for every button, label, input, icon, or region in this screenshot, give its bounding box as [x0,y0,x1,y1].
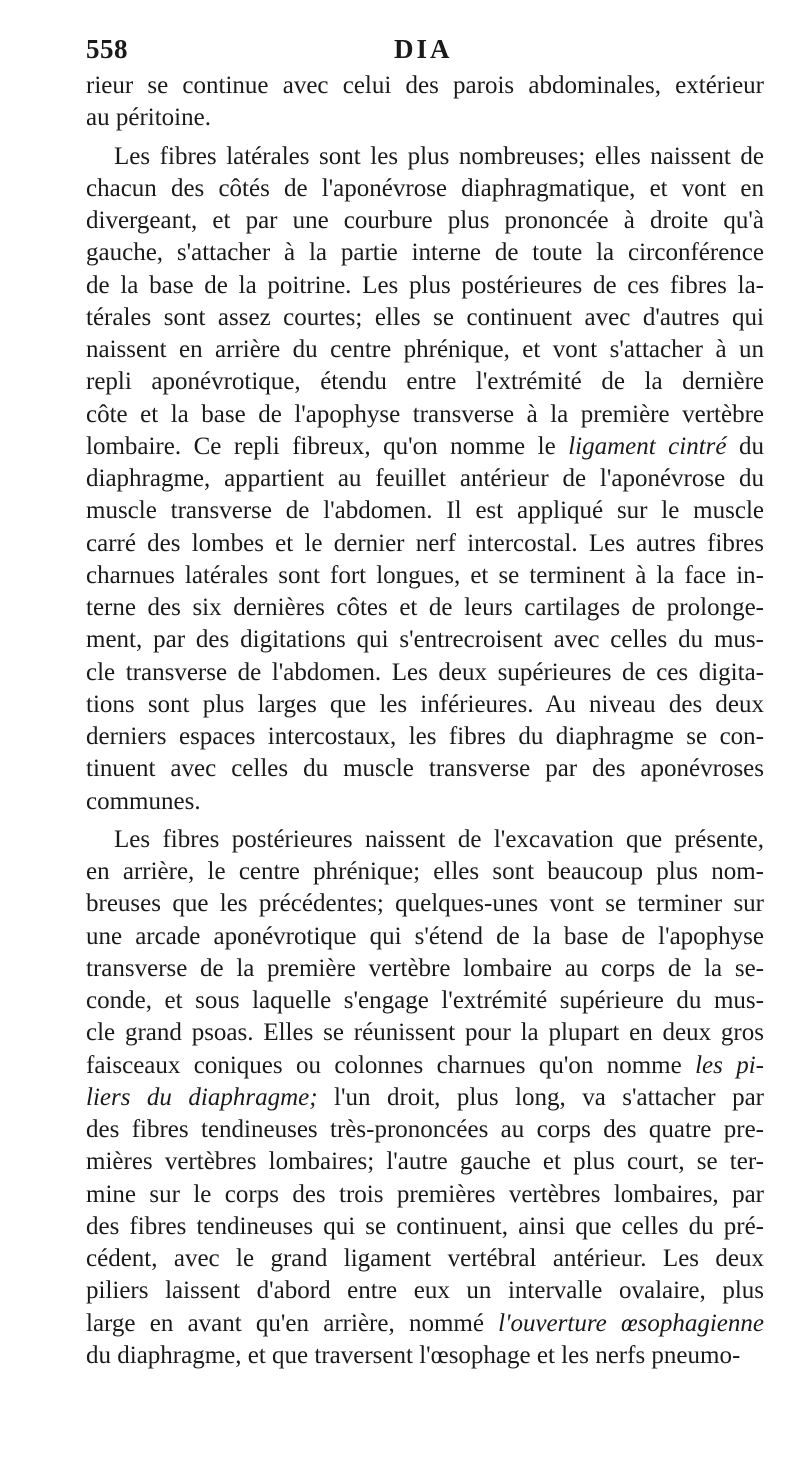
text-run: faisceaux coniques ou colonnes charnues qu'on nomme [86,1051,696,1079]
text-line: une arcade aponévrotique qui s'étend de la base de l'apophyse [86,922,764,950]
text-line: en arrière, le centre phrénique; elles sont beaucoup plus nom- [86,858,764,885]
text-line: diaphragme, appartient au feuillet antérieur de l'aponévrose du [86,465,764,492]
text-line: rieur se continue avec celui des parois abdominales, extérieur [86,72,764,99]
italic-term: ligament cintré [568,432,727,460]
text-line: breuses que les précédentes; quelques-unes vont se terminer sur [86,890,764,918]
italic-term: liers du diaphragme; [86,1083,318,1111]
text-line: Les fibres latérales sont les plus nombreuses; elles naissent de [114,142,764,170]
italic-term: les pi- [695,1051,764,1079]
text-line [86,1082,764,1114]
text-line: conde, et sous laquelle s'engage l'extrémité supérieure du mus- [86,987,764,1014]
text-line: divergeant, et par une courbure plus prononcée à droite qu'à [86,207,764,234]
text-line: Les fibres postérieures naissent de l'excavation que présente, [114,825,764,853]
body-text [86,70,764,1372]
text-line [86,1308,764,1340]
paragraph [86,141,764,818]
text-line: des fibres tendineuses très-prononcées au corps des quatre pre- [86,1116,764,1143]
text-line [86,431,764,463]
text-run: lombaire. Ce repli fibreux, qu'on nomme le [86,432,569,460]
running-head: DIA [394,34,453,64]
text-line: charnues latérales sont fort longues, et se terminent à la face in- [86,561,764,589]
text-line: naissent en arrière du centre phrénique, et vont s'attacher à un [86,336,764,363]
text-line: mières vertèbres lombaires; l'autre gauche et plus court, se ter- [86,1148,764,1176]
text-line: des fibres tendineuses qui se continuent, ainsi que celles du pré- [86,1212,764,1240]
text-line: cle transverse de l'abdomen. Les deux supérieures de ces digita- [86,658,764,686]
text-line: tions sont plus larges que les inférieures. Au niveau des deux [86,690,764,718]
text-line: muscle transverse de l'abdomen. Il est appliqué sur le muscle [86,497,764,525]
text-line: transverse de la première vertèbre lombaire au corps de la se- [86,954,764,982]
text-line: térales sont assez courtes; elles se continuent avec d'autres qui [86,303,764,331]
italic-term: l'ouverture œsophagienne [498,1309,764,1337]
text-line: au péritoine. [86,104,211,132]
text-line: mine sur le corps des trois premières vertèbres lombaires, par [86,1180,764,1208]
text-line: carré des lombes et le dernier nerf intercostal. Les autres fibres [86,529,764,557]
text-line: cle grand psoas. Elles se réunissent pour la plupart en deux gros [86,1019,764,1047]
text-line: cédent, avec le grand ligament vertébral antérieur. Les deux [86,1245,764,1272]
text-line [86,1050,764,1082]
text-line: ment, par des digitations qui s'entrecroisent avec celles du mus- [86,626,764,654]
text-line: de la base de la poitrine. Les plus postérieures de ces fibres la- [86,271,764,299]
text-line: chacun des côtés de l'aponévrose diaphragmatique, et vont en [86,174,764,202]
text-line: communes. [86,787,201,815]
text-line: côte et la base de l'apophyse transverse à la première vertèbre [86,400,764,428]
text-run: large en avant qu'en arrière, nommé [86,1309,499,1337]
text-line: tinuent avec celles du muscle transverse par des aponévroses [86,755,764,783]
text-line: du diaphragme, et que traversent l'œsophage et les nerfs pneumo- [86,1341,741,1369]
page-number: 558 [86,34,128,64]
text-line: derniers espaces intercostaux, les fibres du diaphragme se con- [86,723,764,750]
text-run: l'un droit, plus long, va s'attacher par [317,1083,764,1111]
text-line: gauche, s'attacher à la partie interne de toute la circonférence [86,239,764,267]
text-line: piliers laissent d'abord entre eux un intervalle ovalaire, plus [86,1277,764,1305]
paragraph [86,70,764,135]
paragraph [86,824,764,1372]
text-line: repli aponévrotique, étendu entre l'extrémité de la dernière [86,368,764,396]
page-header [86,34,766,74]
text-run: du [726,432,764,460]
text-line: terne des six dernières côtes et de leurs cartilages de prolonge- [86,594,764,621]
